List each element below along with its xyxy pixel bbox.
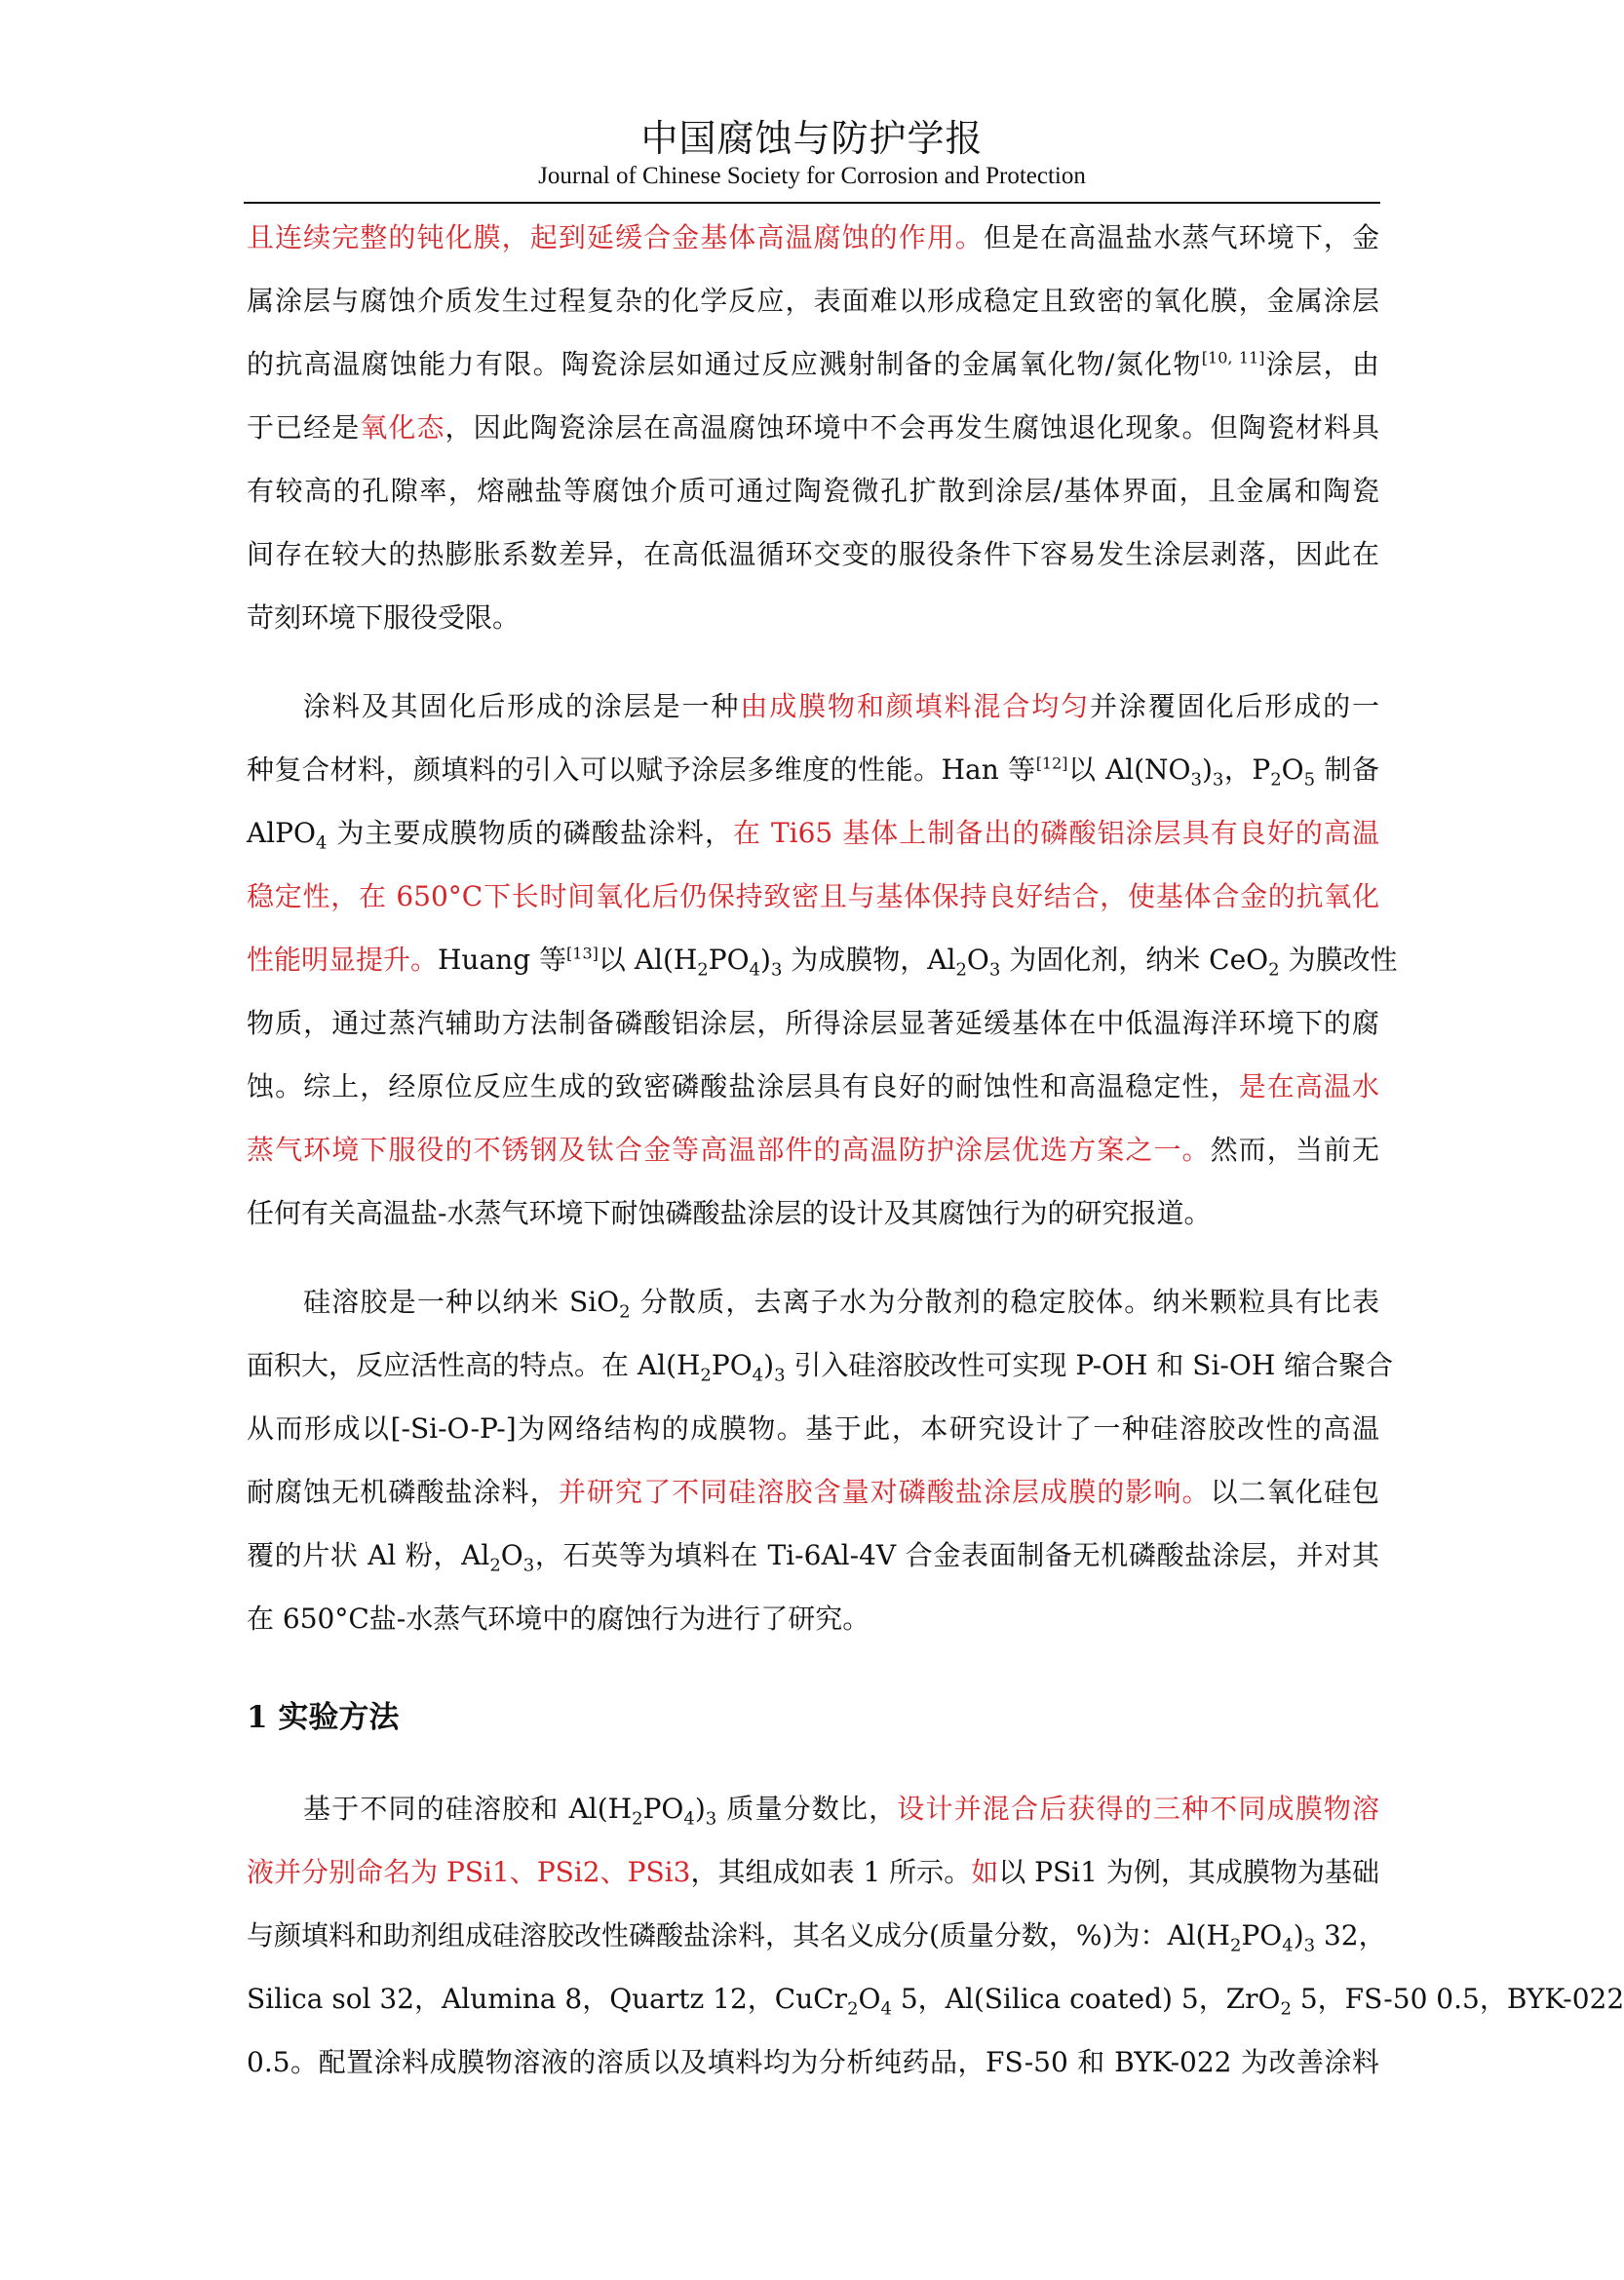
para3-line-6: 在 650°C盐-水蒸气环境中的腐蚀行为进行了研究。 [247,1603,870,1635]
citation: [10, 11] [1201,348,1265,367]
para1-line-4: 于已经是氧化态，因此陶瓷涂层在高温腐蚀环境中不会再发生腐蚀退化现象。但陶瓷材料具 [247,411,1379,444]
para3-line-5: 覆的片状 Al 粉，$Al_2O_3$，石英等为填料在 Ti-6Al-4V 合金表面制备无机磷酸盐涂层，并对其 [247,1539,1380,1576]
para1-line-2: 属涂层与腐蚀介质发生过程复杂的化学反应，表面难以形成稳定且致密的氧化膜，金属涂层 [247,285,1379,317]
para4-line-5: 0.5。配置涂料成膜物溶液的溶质以及填料均为分析纯药品，FS-50 和 BYK-022 为改善涂料 [247,2046,1379,2078]
para2-line-5: 性能明显提升。Huang 等[13]以 $Al(H_2PO_4)_3$ 为成膜物，$Al_2O_3$ 为固化剂，纳米 CeO$_2$ 为膜改性 [247,944,1398,981]
para4-line-4: Silica sol 32，Alumina 8，Quartz 12，$CuCr_2O_4$ 5，Al(Silica coated) 5，ZrO$_2$ 5，FS-50 0.5，BYK-022 [247,1983,1624,2020]
para2-line-9: 任何有关高温盐-水蒸气环境下耐蚀磷酸盐涂层的设计及其腐蚀行为的研究报道。 [247,1197,1212,1229]
para1-line-3: 的抗高温腐蚀能力有限。陶瓷涂层如通过反应溅射制备的金属氧化物/氮化物[10, 11]涂层，由 [247,348,1379,380]
citation: [13] [566,944,599,963]
journal-title-cn: 中国腐蚀与防护学报 [640,117,984,160]
para1-line-5: 有较高的孔隙率，熔融盐等腐蚀介质可通过陶瓷微孔扩散到涂层/基体界面，且金属和陶瓷 [247,475,1379,507]
section-heading: 1 实验方法 [247,1700,400,1735]
para4-line-1: 基于不同的硅溶胶和 $Al(H_2PO_4)_3$ 质量分数比，设计并混合后获得的三种不同成膜物溶 [303,1793,1379,1830]
para1-line-7: 苛刻环境下服役受限。 [247,601,521,634]
para2-line-4: 稳定性，在 650°C下长时间氧化后仍保持致密且与基体保持良好结合，使基体合金的抗氧化 [247,880,1379,912]
para1-line-1: 且连续完整的钝化膜，起到延缓合金基体高温腐蚀的作用。但是在高温盐水蒸气环境下，金 [247,221,1379,253]
journal-title-en: Journal of Chinese Society for Corrosion and Protection [538,163,1086,189]
para3-line-1: 硅溶胶是一种以纳米 SiO$_2$ 分散质，去离子水为分散剂的稳定胶体。纳米颗粒具有比表 [303,1286,1379,1323]
para3-line-2: 面积大，反应活性高的特点。在 $Al(H_2PO_4)_3$ 引入硅溶胶改性可实现 P-OH 和 Si-OH 缩合聚合 [247,1349,1394,1386]
para3-line-3: 从而形成以[-Si-O-P-]为网络结构的成膜物。基于此，本研究设计了一种硅溶胶改性的高温 [247,1412,1379,1445]
para4-line-2: 液并分别命名为 PSi1、PSi2、PSi3，其组成如表 1 所示。如以 PSi1 为例，其成膜物为基础 [247,1856,1379,1888]
journal-header [244,115,1380,191]
para2-line-2: 种复合材料，颜填料的引入可以赋予涂层多维度的性能。Han 等[12]以 $Al(NO_3)_3$，$P_2O_5$ 制备 [247,754,1380,791]
citation: [12] [1035,754,1068,773]
para2-line-8: 蒸气环境下服役的不锈钢及钛合金等高温部件的高温防护涂层优选方案之一。然而，当前无 [247,1134,1379,1166]
para2-line-3: AlPO$_4$ 为主要成膜物质的磷酸盐涂料，在 Ti65 基体上制备出的磷酸铝涂层具有良好的高温 [247,817,1379,854]
para3-line-4: 耐腐蚀无机磷酸盐涂料，并研究了不同硅溶胶含量对磷酸盐涂层成膜的影响。以二氧化硅包 [247,1476,1379,1508]
header-rule [244,202,1380,204]
para2-line-7: 蚀。综上，经原位反应生成的致密磷酸盐涂层具有良好的耐蚀性和高温稳定性，是在高温水 [247,1070,1379,1102]
para2-line-6: 物质，通过蒸汽辅助方法制备磷酸铝涂层，所得涂层显著延缓基体在中低温海洋环境下的腐 [247,1007,1379,1039]
para4-line-3: 与颜填料和助剂组成硅溶胶改性磷酸盐涂料，其名义成分(质量分数，%)为：$Al(H_2PO_4)_3$ 32， [247,1919,1386,1956]
para1-line-6: 间存在较大的热膨胀系数差异，在高低温循环交变的服役条件下容易发生涂层剥落，因此在 [247,538,1379,570]
para2-line-1: 涂料及其固化后形成的涂层是一种由成膜物和颜填料混合均匀并涂覆固化后形成的一 [303,690,1379,722]
